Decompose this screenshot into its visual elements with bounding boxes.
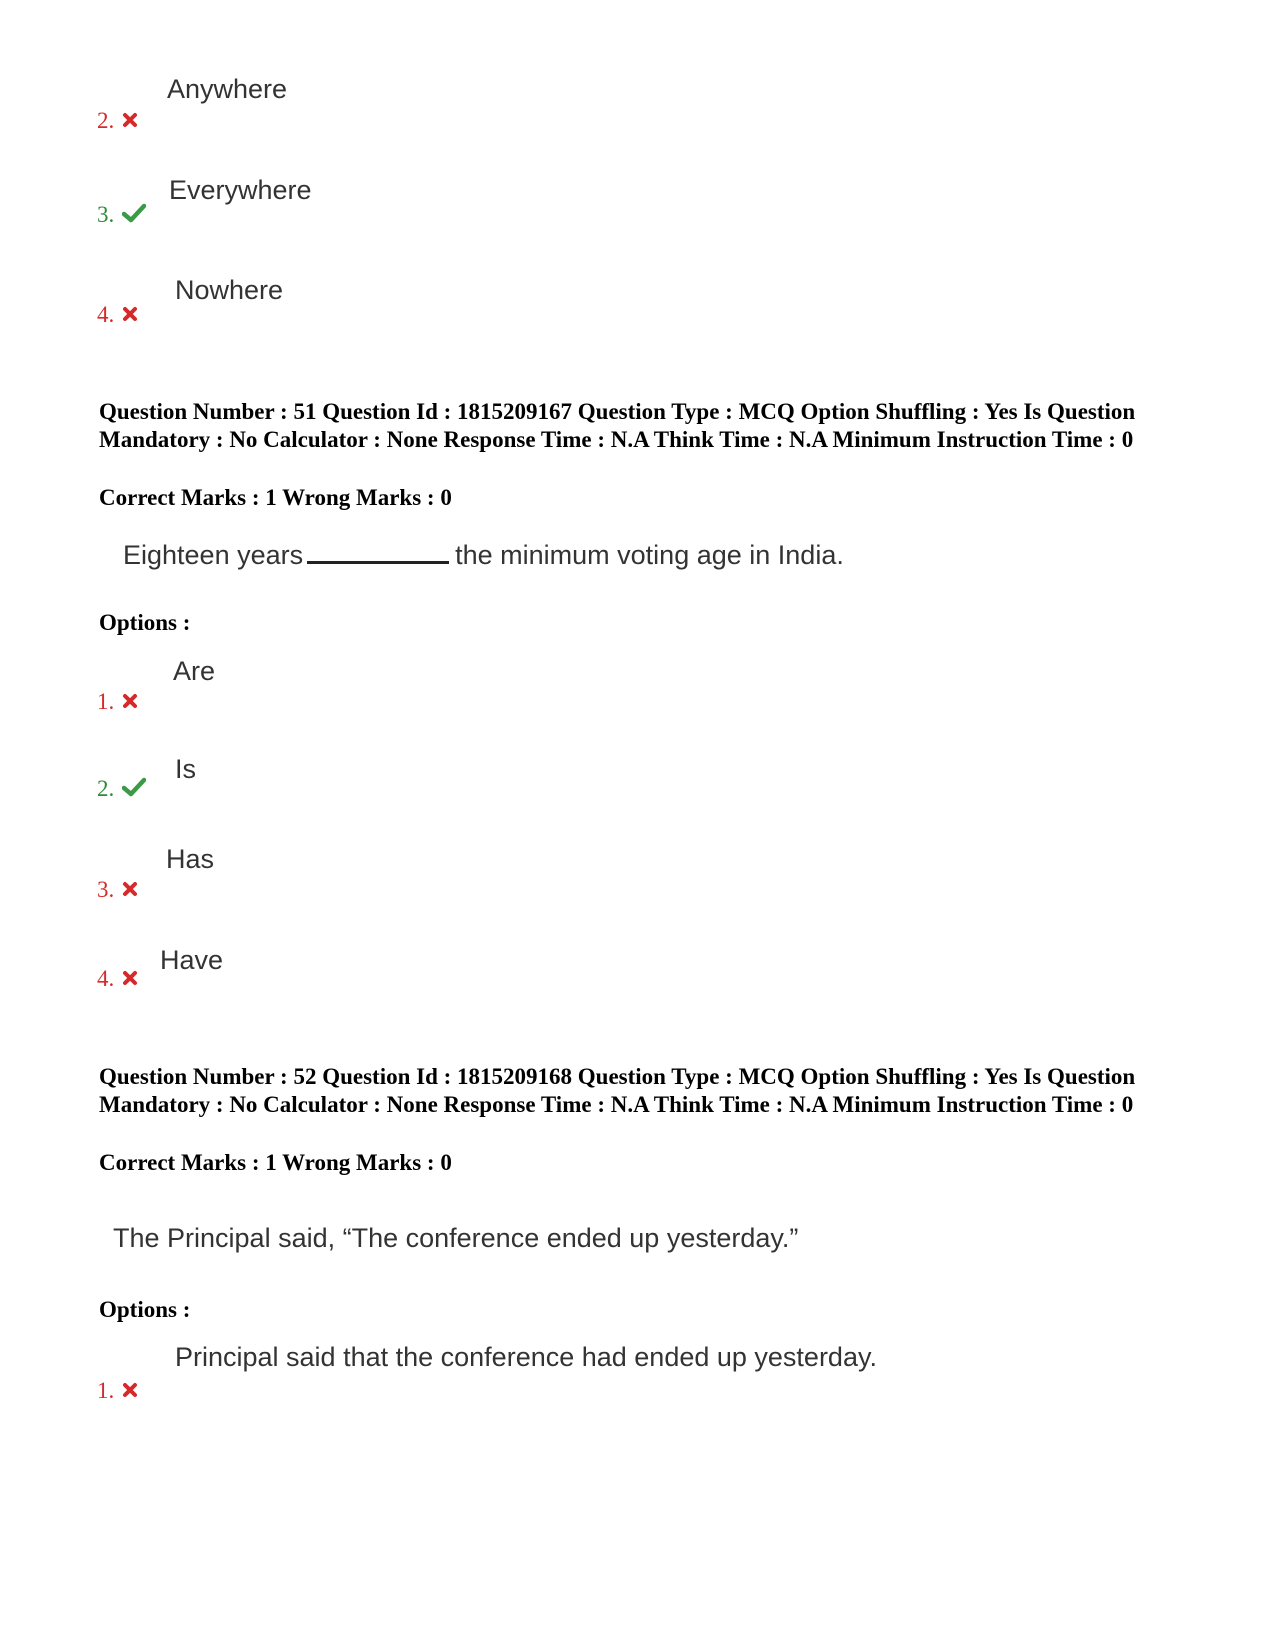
option-text: Everywhere — [169, 175, 312, 205]
question-text-after: the minimum voting age in India. — [455, 540, 844, 570]
question-marks: Correct Marks : 1 Wrong Marks : 0 — [99, 485, 452, 510]
option-number — [97, 878, 138, 903]
question-text: The Principal said, “The conference ended up yesterday.” — [113, 1223, 799, 1253]
option-number — [97, 303, 138, 328]
cross-icon — [122, 878, 138, 901]
cross-icon — [122, 109, 138, 132]
option-number-label: 3. — [97, 202, 115, 227]
option-number-label: 1. — [97, 1378, 115, 1403]
cross-icon — [122, 690, 138, 713]
option-text: Nowhere — [175, 275, 284, 305]
option-number-label: 3. — [97, 877, 115, 902]
option-number — [97, 109, 138, 134]
option-number — [97, 203, 146, 229]
option-text: Has — [166, 844, 215, 874]
option-number — [97, 777, 146, 803]
question-meta: Question Number : 51 Question Id : 1815209167 Question Type : MCQ Option Shuffling : Yes Is Question Mandatory : No Calculator : None Response Time : N.A Think Time : N.A Minimum Instruction Time : 0 — [99, 399, 1136, 452]
question-marks: Correct Marks : 1 Wrong Marks : 0 — [99, 1150, 452, 1175]
cross-icon — [122, 303, 138, 326]
question-text-before: Eighteen years — [123, 540, 304, 570]
option-number-label: 2. — [97, 776, 115, 801]
option-text: Have — [160, 945, 224, 975]
option-number-label: 1. — [97, 689, 115, 714]
option-number-label: 4. — [97, 302, 115, 327]
option-text: Principal said that the conference had ended up yesterday. — [175, 1342, 877, 1372]
checkmark-icon — [122, 203, 146, 227]
checkmark-icon — [122, 777, 146, 801]
option-number — [97, 1379, 138, 1404]
option-text: Anywhere — [167, 74, 288, 104]
options-label: Options : — [99, 610, 191, 635]
option-text: Is — [175, 754, 197, 784]
option-number — [97, 967, 138, 992]
question-meta: Question Number : 52 Question Id : 1815209168 Question Type : MCQ Option Shuffling : Yes Is Question Mandatory : No Calculator : None Response Time : N.A Think Time : N.A Minimum Instruction Time : 0 — [99, 1064, 1136, 1117]
option-number — [97, 690, 138, 715]
cross-icon — [122, 967, 138, 990]
options-label: Options : — [99, 1297, 191, 1322]
option-text: Are — [173, 656, 216, 686]
option-number-label: 2. — [97, 108, 115, 133]
option-number-label: 4. — [97, 966, 115, 991]
answer-blank — [307, 539, 449, 564]
cross-icon — [122, 1379, 138, 1402]
question-text — [123, 539, 844, 571]
